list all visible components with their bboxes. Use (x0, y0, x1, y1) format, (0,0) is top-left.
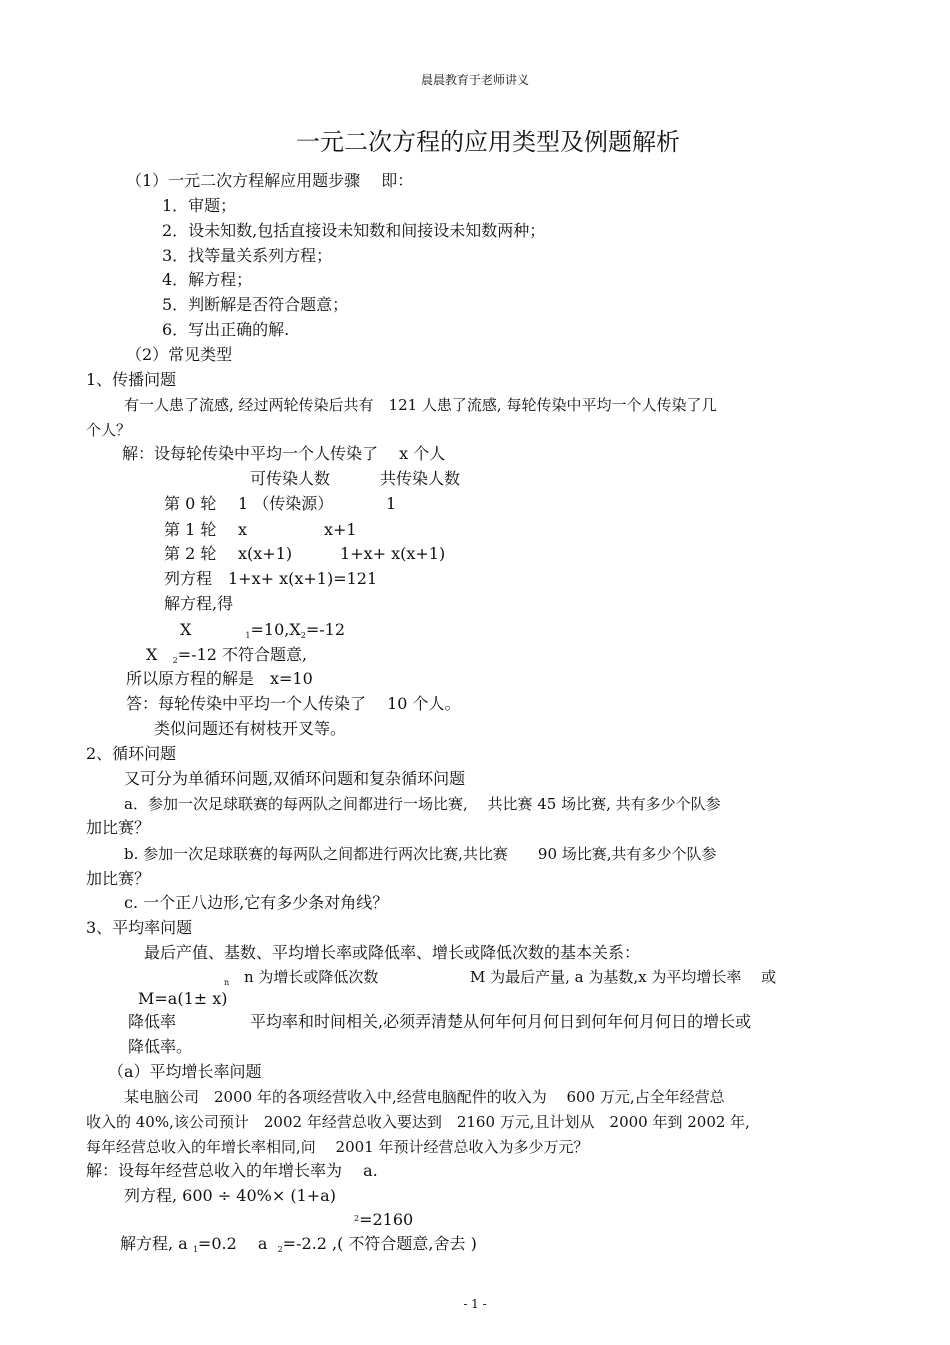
table-row-label: 第 0 轮 (164, 494, 217, 513)
note: 类似问题还有树枝开叉等。 (154, 719, 347, 738)
note: 降低率 (128, 1012, 177, 1031)
roots-line: X $_1=10,X_2=-12$ (180, 620, 345, 640)
problem-text: a．参加一次足球联赛的每两队之间都进行一场比赛, 共比赛 45 场比赛, 共有多少个队参 (124, 795, 721, 813)
problem-text: 收入的 40%,该公司预计 2002 年经营总收入要达到 2160 万元,且计划从 2000 年到 2002 年, (86, 1113, 750, 1131)
table-cell: x(x+1) (238, 544, 293, 563)
section-heading: 2、循环问题 (86, 744, 177, 763)
problem-text: 某电脑公司 2000 年的各项经营收入中,经营电脑配件的收入为 600 万元,占全年经营总 (124, 1088, 725, 1106)
problem-text: 每年经营总收入的年增长率相同,问 2001 年预计经营总收入为多少万元？ (86, 1138, 589, 1156)
section-heading: 3、平均率问题 (86, 918, 193, 937)
exponent-n: n (224, 978, 230, 987)
step-item: 4．解方程； (162, 270, 253, 289)
intro-text: 又可分为单循环问题,双循环问题和复杂循环问题 (124, 769, 466, 788)
variable-note: M 为最后产量, a 为基数,x 为平均增长率 或 (470, 968, 777, 986)
formula: M=a(1± x) (138, 989, 228, 1008)
problem-text: 加比赛？ (86, 869, 151, 888)
answer: 答：每轮传染中平均一个人传染了 10 个人。 (126, 694, 461, 713)
problem-text: 有一人患了流感, 经过两轮传染后共有 121 人患了流感, 每轮传染中平均一个人传染了几 (124, 396, 717, 414)
solve-line: 解方程,得 (164, 594, 234, 613)
variable-note: n 为增长或降低次数 (244, 968, 379, 986)
conclusion: 所以原方程的解是 x=10 (126, 669, 313, 688)
problem-text: b. 参加一次足球联赛的每两队之间都进行两次比赛,共比赛 90 场比赛,共有多少个队参 (124, 845, 717, 863)
equation: 列方程, 600 ÷ 40%× (1+a) (124, 1186, 336, 1205)
problem-text: c. 一个正八边形,它有多少条对角线？ (124, 893, 389, 912)
page-header: 晨晨教育于老师讲义 (420, 73, 529, 87)
solution-setup: 解：设每年经营总收入的年增长率为 a. (86, 1161, 378, 1180)
table-header: 共传染人数 (380, 469, 461, 488)
table-header: 可传染人数 (250, 469, 331, 488)
step-item: 3．找等量关系列方程； (162, 246, 333, 265)
steps-heading: （1）一元二次方程解应用题步骤 即： (126, 171, 414, 190)
step-item: 6．写出正确的解. (162, 320, 290, 339)
solution-setup: 解：设每轮传染中平均一个人传染了 x 个人 (122, 444, 446, 463)
solution-line: 解方程, a $_1$=0.2 a $_2$=-2.2 ,( 不符合题意,舍去 ) (120, 1234, 477, 1254)
problem-text: 个人？ (86, 421, 132, 439)
table-row-label: 第 2 轮 (164, 544, 217, 563)
document-title: 一元二次方程的应用类型及例题解析 (296, 128, 680, 156)
table-cell: 1+x+ x(x+1) (340, 544, 446, 563)
step-item: 2．设未知数,包括直接设未知数和间接设未知数两种； (162, 221, 546, 240)
step-item: 5．判断解是否符合题意； (162, 295, 349, 314)
problem-text: 加比赛？ (86, 818, 151, 837)
table-cell: 1 （传染源） (238, 494, 334, 513)
step-item: 1．审题； (162, 196, 237, 215)
table-cell: x+1 (324, 520, 357, 539)
intro-text: 最后产值、基数、平均增长率或降低率、增长或降低次数的基本关系： (144, 943, 641, 962)
table-cell: x (238, 520, 248, 539)
reject-line: X $_2$=-12 不符合题意, (146, 645, 308, 665)
note: 平均率和时间相关,必须弄清楚从何年何月何日到何年何月何日的增长或 (250, 1012, 752, 1031)
section-heading: 1、传播问题 (86, 370, 177, 389)
subsection-heading: （a）平均增长率问题 (108, 1062, 262, 1081)
equation-result: $^2$=2160 (354, 1210, 414, 1229)
table-cell: 1 (386, 494, 397, 513)
equation: 列方程 1+x+ x(x+1)=121 (164, 569, 378, 588)
table-row-label: 第 1 轮 (164, 520, 217, 539)
page-number: - 1 - (463, 1297, 487, 1311)
note: 降低率。 (128, 1037, 193, 1056)
types-heading: （2）常见类型 (126, 345, 233, 364)
